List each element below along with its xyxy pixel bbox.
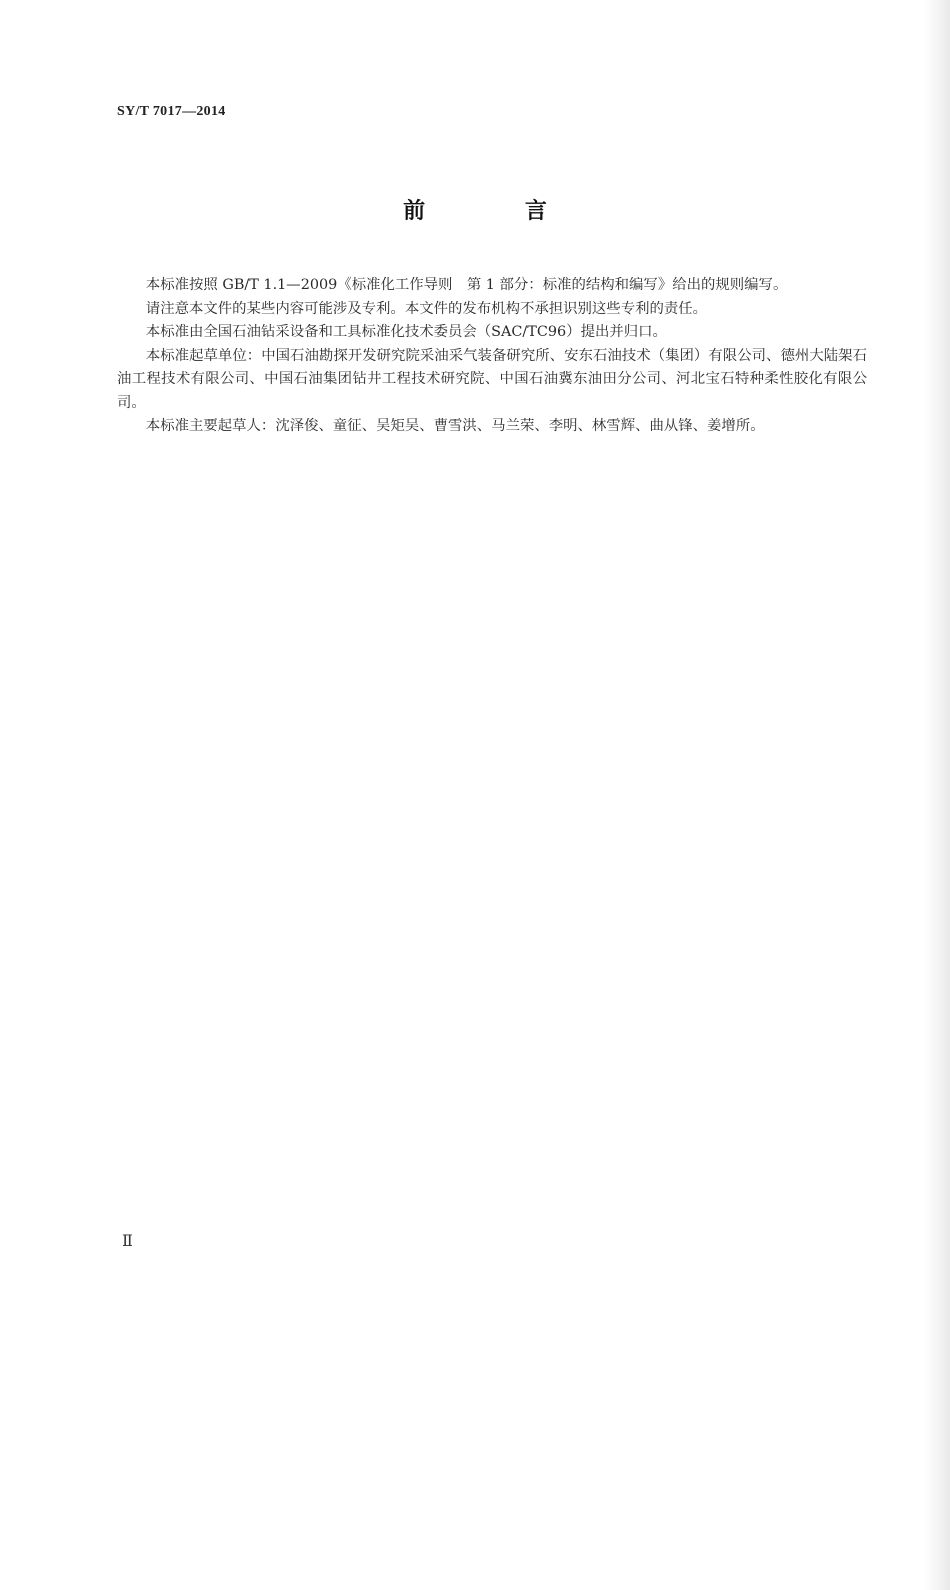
page-number: Ⅱ: [122, 1233, 133, 1250]
foreword-body: [117, 274, 867, 439]
page-edge-shadow: [924, 0, 950, 1590]
paragraph-proposer: 本标准由全国石油钻采设备和工具标准化技术委员会（SAC/TC96）提出并归口。: [145, 324, 667, 340]
document-code: SY/T 7017—2014: [117, 104, 226, 119]
page-title: 前 言: [403, 199, 593, 224]
paragraph-drafters: 本标准主要起草人：沈泽俊、童征、吴矩吴、曹雪洪、马兰荣、李明、林雪辉、曲从锋、姜增所。: [145, 418, 765, 434]
paragraph-drafting-units: 本标准起草单位：中国石油勘探开发研究院采油采气装备研究所、安东石油技术（集团）有限公司、德州大陆架石油工程技术有限公司、中国石油集团钻井工程技术研究院、中国石油冀东油田分公司、河北宝石特种柔性胶化有限公司。: [117, 347, 867, 411]
paragraph-patent-notice: 请注意本文件的某些内容可能涉及专利。本文件的发布机构不承担识别这些专利的责任。: [145, 300, 708, 317]
paragraph-drafting-rules: 本标准按照 GB/T 1.1—2009《标准化工作导则 第 1 部分：标准的结构和编写》给出的规则编写。: [145, 277, 788, 293]
